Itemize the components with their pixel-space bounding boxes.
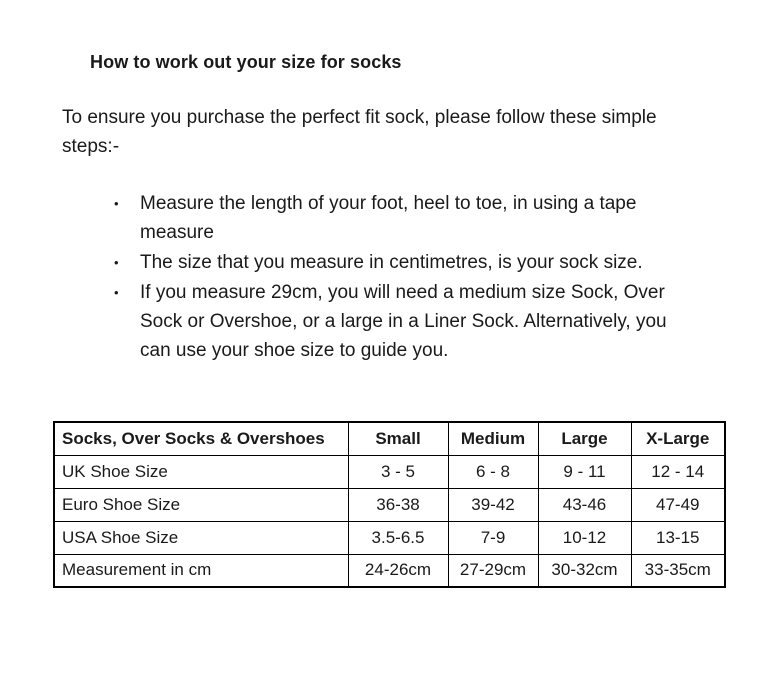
table-cell: 9 - 11 <box>538 455 631 488</box>
list-item <box>114 278 696 365</box>
list-item-text: If you measure 29cm, you will need a medium size Sock, Over Sock or Overshoe, or a large in a Liner Sock. Alternatively, you can use your shoe size to guide you. <box>140 282 667 361</box>
table-cell: 39-42 <box>448 488 538 521</box>
table-cell: 47-49 <box>631 488 725 521</box>
table-cell: 13-15 <box>631 521 725 554</box>
table-header-cell: Small <box>348 422 448 455</box>
table-header-row <box>54 422 725 455</box>
row-label: USA Shoe Size <box>54 521 348 554</box>
table-cell: 6 - 8 <box>448 455 538 488</box>
table-row <box>54 488 725 521</box>
table-cell: 30-32cm <box>538 554 631 587</box>
bullet-icon: • <box>114 285 119 300</box>
table-header-cell: Socks, Over Socks & Overshoes <box>54 422 348 455</box>
table-row <box>54 521 725 554</box>
row-label: Euro Shoe Size <box>54 488 348 521</box>
table-cell: 36-38 <box>348 488 448 521</box>
table-cell: 3.5-6.5 <box>348 521 448 554</box>
table-cell: 33-35cm <box>631 554 725 587</box>
row-label: UK Shoe Size <box>54 455 348 488</box>
instruction-list <box>114 189 696 365</box>
table-cell: 24-26cm <box>348 554 448 587</box>
list-item-text: Measure the length of your foot, heel to toe, in using a tape measure <box>140 193 637 243</box>
table-cell: 12 - 14 <box>631 455 725 488</box>
table-cell: 10-12 <box>538 521 631 554</box>
list-item-text: The size that you measure in centimetres, is your sock size. <box>140 252 643 273</box>
intro-paragraph: To ensure you purchase the perfect fit sock, please follow these simple steps:- <box>62 107 657 157</box>
bullet-icon: • <box>114 196 119 211</box>
table-row <box>54 455 725 488</box>
table-cell: 27-29cm <box>448 554 538 587</box>
row-label: Measurement in cm <box>54 554 348 587</box>
table-cell: 43-46 <box>538 488 631 521</box>
bullet-icon: • <box>114 255 119 270</box>
table-header-cell: Medium <box>448 422 538 455</box>
table-cell: 3 - 5 <box>348 455 448 488</box>
table-header-cell: X-Large <box>631 422 725 455</box>
page-title: How to work out your size for socks <box>90 52 402 72</box>
table-cell: 7-9 <box>448 521 538 554</box>
sock-size-table <box>53 421 726 588</box>
list-item <box>114 189 696 247</box>
table-header-cell: Large <box>538 422 631 455</box>
list-item <box>114 248 696 277</box>
table-row <box>54 554 725 587</box>
